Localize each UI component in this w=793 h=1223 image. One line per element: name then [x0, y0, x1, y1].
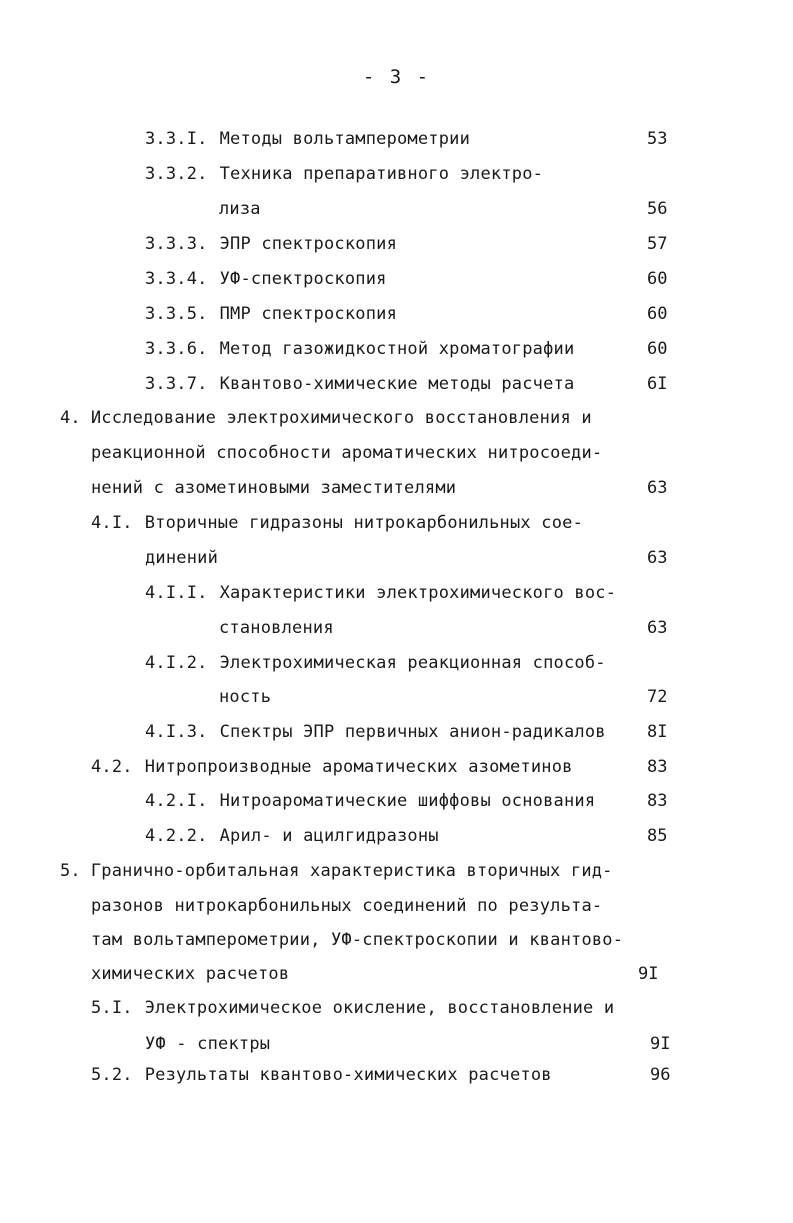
toc-page: 8I — [647, 722, 668, 742]
toc-number: 4.I.2. — [145, 653, 208, 673]
toc-entry-3-3-2 — [145, 163, 543, 185]
toc-title-cont: реакционной способности ароматических нитросоеди- — [91, 443, 603, 463]
toc-page: 63 — [647, 548, 668, 568]
toc-page: 63 — [647, 618, 668, 638]
toc-title-cont: нений с азометиновыми заместителями — [91, 478, 457, 498]
toc-page: 83 — [647, 791, 668, 811]
toc-title: Метод газожидкостной хроматографии — [219, 339, 575, 359]
toc-entry-3-3-7 — [145, 373, 574, 395]
toc-title-cont: УФ - спектры — [145, 1034, 271, 1054]
toc-page: 60 — [647, 304, 668, 324]
toc-entry-3-3-5 — [145, 303, 397, 325]
toc-number: 5.I. — [91, 998, 133, 1018]
toc-entry-3-3-6 — [145, 338, 574, 360]
toc-entry-4-2-2 — [145, 825, 439, 847]
toc-number: 3.3.6. — [145, 339, 208, 359]
toc-title: ЭПР спектроскопия — [219, 234, 398, 254]
toc-title: Методы вольтамперометрии — [219, 129, 471, 149]
toc-title-cont: лиза — [219, 199, 261, 219]
toc-title: Техника препаративного электро- — [219, 164, 544, 184]
toc-number: 5.2. — [91, 1065, 133, 1085]
toc-title: Вторичные гидразоны нитрокарбонильных сое- — [144, 513, 584, 533]
toc-number: 3.3.4. — [145, 269, 208, 289]
toc-entry-4 — [60, 407, 592, 429]
toc-title: Арил- и ацилгидразоны — [219, 826, 439, 846]
toc-page: 56 — [647, 199, 668, 219]
toc-entry-4-1 — [91, 512, 583, 534]
toc-page: 9I — [650, 1034, 671, 1054]
toc-number: 4.2.2. — [145, 826, 208, 846]
toc-entry-4-1-3 — [145, 721, 606, 743]
toc-page: 96 — [650, 1065, 671, 1085]
toc-title: Результаты квантово-химических расчетов — [144, 1065, 552, 1085]
toc-number: 3.3.5. — [145, 304, 208, 324]
toc-title: Нитроароматические шиффовы основания — [219, 791, 596, 811]
toc-title-cont: ность — [219, 687, 272, 707]
toc-page: 9I — [638, 964, 659, 984]
toc-page: 85 — [647, 826, 668, 846]
toc-number: 4.2. — [91, 757, 133, 777]
toc-title-cont: там вольтамперометрии, УФ-спектроскопии и квантово- — [91, 930, 624, 950]
toc-number: 5. — [60, 861, 81, 881]
toc-page: 60 — [647, 269, 668, 289]
toc-title: Характеристики электрохимического вос- — [219, 583, 617, 603]
toc-number: 4.I.I. — [145, 583, 208, 603]
toc-title-cont: химических расчетов — [91, 964, 290, 984]
toc-number: 4.I. — [91, 513, 133, 533]
toc-number: 3.3.3. — [145, 234, 208, 254]
toc-title-cont: динений — [145, 548, 219, 568]
toc-title: Электрохимическое окисление, восстановление и — [144, 998, 615, 1018]
toc-page: 72 — [647, 687, 668, 707]
toc-title: Квантово-химические методы расчета — [219, 374, 575, 394]
toc-title: Спектры ЭПР первичных анион-радикалов — [219, 722, 606, 742]
toc-page: 53 — [647, 129, 668, 149]
toc-entry-4-2 — [91, 756, 573, 778]
toc-title: Гранично-орбитальная характеристика вторичных гид- — [90, 861, 613, 881]
toc-entry-4-1-1 — [145, 582, 616, 604]
toc-entry-5-1 — [91, 997, 614, 1019]
toc-entry-4-2-1 — [145, 790, 595, 812]
toc-number: 3.3.7. — [145, 374, 208, 394]
toc-page: 63 — [647, 478, 668, 498]
toc-page: 60 — [647, 339, 668, 359]
toc-number: 3.3.I. — [145, 129, 208, 149]
toc-page: 6I — [647, 374, 668, 394]
toc-title: Электрохимическая реакционная способ- — [219, 653, 606, 673]
toc-title: Исследование электрохимического восстановления и — [90, 408, 592, 428]
toc-entry-3-3-3 — [145, 233, 397, 255]
toc-title: Нитропроизводные ароматических азометинов — [144, 757, 573, 777]
toc-title: УФ-спектроскопия — [219, 269, 387, 289]
toc-title-cont: разонов нитрокарбонильных соединений по результа- — [91, 896, 603, 916]
toc-page: 83 — [647, 757, 668, 777]
toc-entry-4-1-2 — [145, 652, 606, 674]
toc-number: 4. — [60, 408, 81, 428]
toc-entry-5 — [60, 860, 613, 882]
toc-number: 4.I.3. — [145, 722, 208, 742]
toc-entry-5-2 — [91, 1064, 552, 1086]
page-number: - 3 - — [362, 66, 431, 88]
toc-number: 3.3.2. — [145, 164, 208, 184]
toc-title: ПМР спектроскопия — [219, 304, 398, 324]
toc-title-cont: становления — [219, 618, 334, 638]
toc-page: 57 — [647, 234, 668, 254]
toc-entry-3-3-1 — [145, 128, 470, 150]
toc-entry-3-3-4 — [145, 268, 387, 290]
toc-number: 4.2.I. — [145, 791, 208, 811]
